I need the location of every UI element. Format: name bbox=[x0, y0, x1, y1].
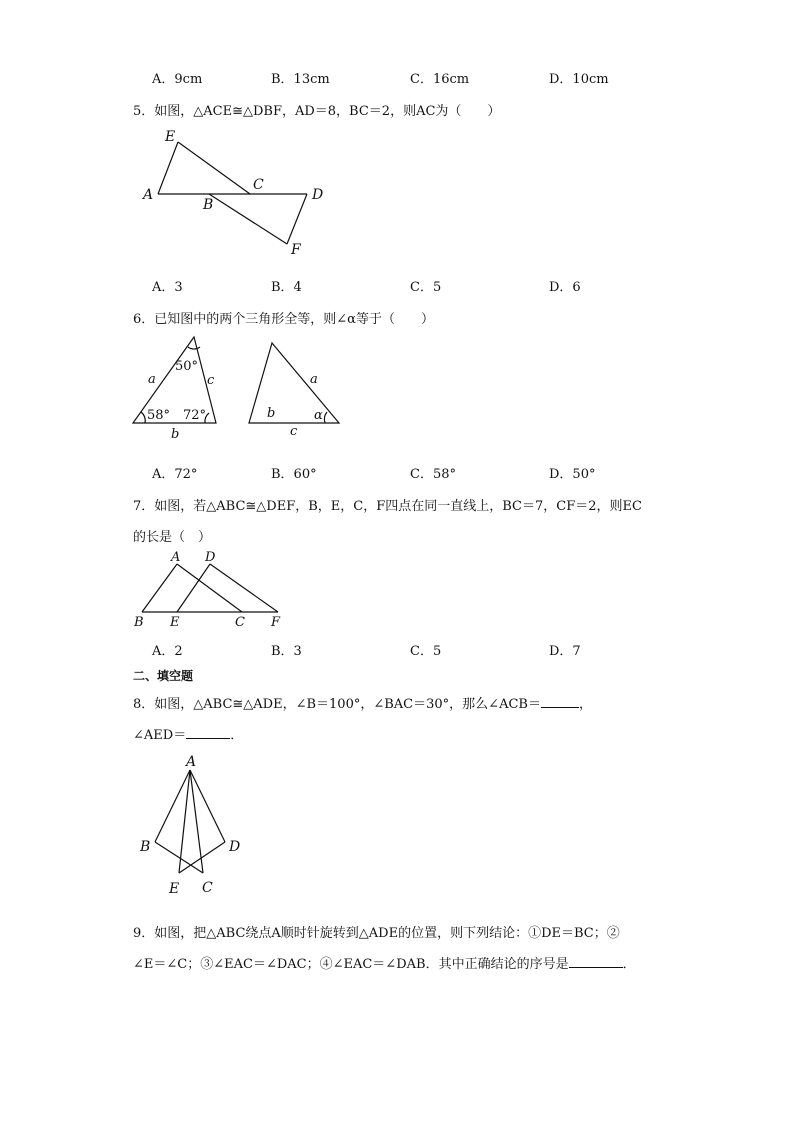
q6-right-side-b: b bbox=[267, 406, 276, 421]
q5-edge-ae bbox=[158, 142, 178, 194]
q7-figure bbox=[130, 548, 300, 628]
q8-question-line1 bbox=[133, 693, 592, 712]
q5-edge-ec bbox=[178, 142, 250, 194]
q7-label-e: E bbox=[170, 615, 180, 630]
q5-option-b: B．4 bbox=[271, 280, 302, 295]
q6-left-left-arc bbox=[141, 412, 145, 423]
q8-question-line2 bbox=[133, 724, 243, 743]
q5-label-e: E bbox=[165, 129, 176, 145]
q6-option-d: D．50° bbox=[549, 467, 596, 482]
q4-option-c: C．16cm bbox=[410, 72, 470, 87]
q8-line2-end: ． bbox=[230, 728, 244, 743]
q7-edge-ac bbox=[177, 564, 242, 612]
q6-question: 6．已知图中的两个三角形全等，则∠α等于（ ） bbox=[133, 312, 434, 327]
q6-figure bbox=[128, 335, 358, 445]
q5-option-d: D．6 bbox=[549, 280, 581, 295]
q8-label-d: D bbox=[229, 839, 241, 855]
q6-option-c: C．58° bbox=[410, 467, 456, 482]
q7-option-a: A．2 bbox=[152, 644, 183, 659]
q5-label-c: C bbox=[253, 177, 264, 193]
q5-question: 5．如图，△ACE≅△DBF，AD＝8，BC＝2，则AC为（ ） bbox=[133, 104, 501, 119]
q6-option-b: B．60° bbox=[271, 467, 317, 482]
q7-edge-df bbox=[210, 564, 278, 612]
q6-right-angle: α bbox=[314, 408, 323, 423]
q5-option-a: A．3 bbox=[152, 280, 183, 295]
q8-label-c: C bbox=[202, 880, 213, 896]
q7-edge-ab bbox=[142, 564, 177, 612]
q6-left-side-a: a bbox=[148, 372, 156, 387]
q7-option-b: B．3 bbox=[271, 644, 302, 659]
q8-line1-text: 8．如图，△ABC≅△ADE，∠B＝100°，∠BAC＝30°，那么∠ACB＝ bbox=[133, 697, 541, 712]
q8-line1-end: ， bbox=[578, 697, 592, 712]
q7-edge-de bbox=[177, 564, 210, 612]
q5-label-d: D bbox=[312, 187, 324, 203]
q9-blank-answer[interactable] bbox=[569, 954, 623, 968]
q8-blank-aed[interactable] bbox=[186, 725, 230, 739]
q7-question-line1: 7．如图，若△ABC≅△DEF，B，E，C，F四点在同一直线上，BC＝7，CF＝2，则EC bbox=[133, 499, 642, 514]
q4-option-a: A．9cm bbox=[152, 72, 203, 87]
q9-line2-text: ∠E＝∠C；③∠EAC＝∠DAC；④∠EAC＝∠DAB．其中正确结论的序号是 bbox=[133, 957, 569, 972]
q8-blank-acb[interactable] bbox=[541, 694, 579, 708]
q6-right-side-c: c bbox=[290, 424, 298, 439]
q5-option-c: C．5 bbox=[410, 280, 442, 295]
q6-left-top-arc bbox=[188, 347, 200, 349]
q8-edge-ae bbox=[179, 770, 190, 873]
q6-left-top-angle: 50° bbox=[175, 359, 199, 374]
q8-label-e: E bbox=[169, 881, 180, 897]
q5-label-f: F bbox=[291, 242, 301, 258]
q7-label-f: F bbox=[271, 615, 281, 630]
q5-edge-df bbox=[287, 194, 307, 244]
q5-edge-bf bbox=[209, 194, 287, 244]
q6-right-side-a: a bbox=[310, 372, 318, 387]
q7-question-line2: 的长是（ ） bbox=[133, 530, 212, 545]
q6-left-left-angle: 58° bbox=[147, 408, 171, 423]
q9-question-line2 bbox=[133, 953, 636, 972]
q7-label-c: C bbox=[235, 615, 245, 630]
q8-line2-text: ∠AED＝ bbox=[133, 728, 187, 743]
q5-figure bbox=[140, 126, 340, 256]
q7-option-c: C．5 bbox=[410, 644, 442, 659]
q6-left-side-b: b bbox=[171, 427, 180, 442]
q5-label-b: B bbox=[203, 197, 214, 213]
q4-option-d: D．10cm bbox=[549, 72, 609, 87]
q8-label-b: B bbox=[140, 839, 151, 855]
q6-option-a: A．72° bbox=[152, 467, 198, 482]
q8-figure bbox=[135, 750, 265, 900]
q7-label-b: B bbox=[134, 615, 144, 630]
q9-line2-end: ． bbox=[622, 957, 636, 972]
q6-left-side-c: c bbox=[207, 373, 215, 388]
q8-edge-ad bbox=[190, 770, 225, 842]
q8-edge-ab bbox=[155, 770, 190, 842]
q4-option-b: B．13cm bbox=[271, 72, 330, 87]
q5-label-a: A bbox=[143, 187, 154, 203]
q6-left-right-angle: 72° bbox=[183, 408, 207, 423]
q6-right-triangle bbox=[249, 343, 339, 423]
q8-label-a: A bbox=[186, 754, 197, 770]
q7-option-d: D．7 bbox=[549, 644, 581, 659]
q9-question-line1: 9．如图，把△ABC绕点A顺时针旋转到△ADE的位置，则下列结论：①DE＝BC；② bbox=[133, 926, 620, 941]
q6-right-arc bbox=[324, 412, 327, 423]
q7-label-a: A bbox=[171, 550, 181, 565]
section-fill-in-title: 二、填空题 bbox=[133, 669, 194, 683]
q7-label-d: D bbox=[205, 550, 216, 565]
